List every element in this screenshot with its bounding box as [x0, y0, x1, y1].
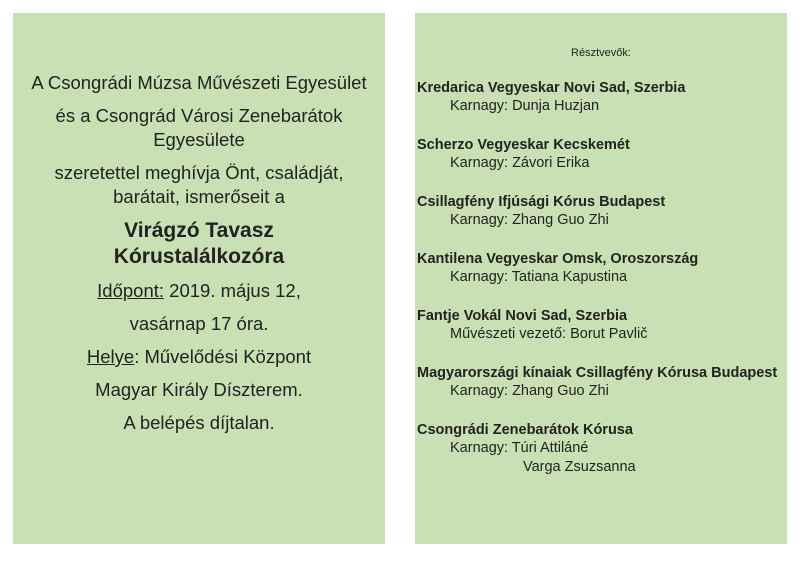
choir-name: Kantilena Vegyeskar Omsk, Oroszország: [417, 251, 699, 267]
choir-entry: [415, 364, 787, 401]
choir-name: Scherzo Vegyeskar Kecskemét: [417, 137, 630, 153]
organizer-2: és a Csongrád Városi Zenebarátok Egyesülete: [55, 105, 343, 150]
choir-name: Csillagfény Ifjúsági Kórus Budapest: [417, 194, 666, 210]
invite-text: szeretettel meghívja Önt, családját, barátait, ismerőseit a: [54, 162, 344, 207]
participants-heading: Résztvevők:: [571, 47, 631, 59]
choir-leader: Karnagy: Dunja Huzjan: [450, 98, 600, 114]
event-day: vasárnap 17 óra.: [129, 313, 269, 334]
choir-entry: [415, 136, 787, 173]
choir-leader: Karnagy: Zhang Guo Zhi: [450, 212, 609, 228]
choir-name: Fantje Vokál Novi Sad, Szerbia: [417, 308, 628, 324]
choir-leader: Karnagy: Tatiana Kapustina: [450, 269, 628, 285]
event-place: [29, 345, 369, 369]
place-value: : Művelődési Központ: [134, 346, 312, 367]
choir-name: Kredarica Vegyeskar Novi Sad, Szerbia: [417, 80, 686, 96]
choir-name: Magyarországi kínaiak Csillagfény Kórusa Budapest: [417, 365, 778, 381]
time-label: Időpont:: [97, 280, 165, 301]
participants-panel: [415, 13, 787, 544]
event-title-2: Kórustalálkozóra: [113, 245, 285, 268]
place-label: Helye: [86, 346, 135, 367]
choir-name: Csongrádi Zenebarátok Kórusa: [417, 422, 633, 438]
choir-entry: [415, 421, 787, 477]
event-hall: Magyar Király Díszterem.: [95, 379, 303, 400]
choir-entry: [415, 250, 787, 287]
choir-entry: [415, 307, 787, 344]
invitation-panel: [13, 13, 385, 544]
choir-entry: [415, 193, 787, 230]
choir-leader: Karnagy: Zhang Guo Zhi: [450, 383, 609, 399]
entry-note: A belépés díjtalan.: [123, 412, 275, 433]
event-title-1: Virágzó Tavasz: [124, 219, 274, 242]
choir-leader: Karnagy: Závori Erika: [450, 155, 590, 171]
organizer-1: A Csongrádi Múzsa Művészeti Egyesület: [31, 72, 367, 93]
choir-leader-extra: Varga Zsuzsanna: [523, 459, 636, 475]
choir-leader: Művészeti vezető: Borut Pavlič: [450, 326, 648, 342]
time-value: 2019. május 12,: [164, 280, 301, 301]
choir-leader: Karnagy: Túri Attiláné: [450, 440, 589, 456]
event-time: [29, 279, 369, 303]
choir-entry: [415, 79, 787, 116]
choir-list: [415, 79, 787, 477]
